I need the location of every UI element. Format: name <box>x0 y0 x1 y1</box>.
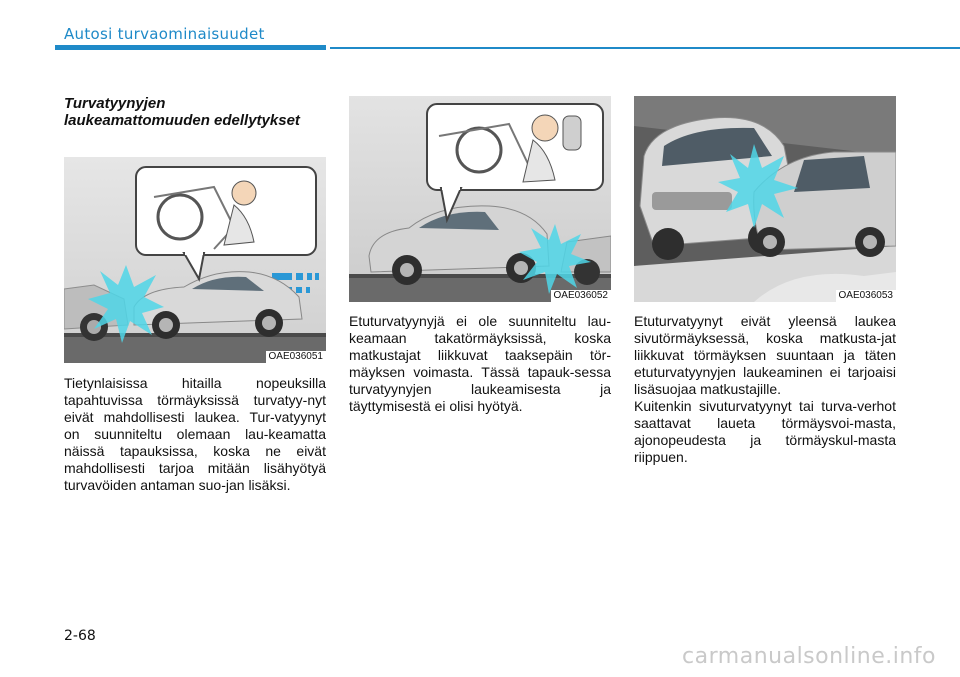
figure-code: OAE036053 <box>836 290 897 302</box>
figure-3 <box>634 96 896 302</box>
car-rear-impact-illustration <box>349 96 611 302</box>
watermark: carmanualsonline.info <box>682 644 936 669</box>
paragraph-col2: Etuturvatyynyjä ei ole suunniteltu lau-keamaan takatörmäyksissä, koska matkustajat liikkuvat taaksepäin tör-mäyksen voimasta. Tässä tapauk-sessa turvatyynyjen laukeamisesta ja täyttymisestä ei olisi hyötyä. <box>349 313 611 414</box>
header-rule-thick <box>55 45 326 50</box>
figure-code: OAE036051 <box>266 351 327 363</box>
paragraph-col3a: Etuturvatyynyt eivät yleensä laukea sivutörmäyksessä, koska matkusta-jat liikkuvat törmäyksen suuntaan ja täten etuturvatyynyjen laukeaminen ei tarjoaisi lisäsuojaa matkustajille. <box>634 313 896 397</box>
figure-2 <box>349 96 611 302</box>
paragraph-col3b: Kuitenkin sivuturvatyynyt tai turva-verhot saattavat laueta törmäysvoi-masta, ajonopeudesta ja törmäyskul-masta riippuen. <box>634 398 896 465</box>
figure-1 <box>64 157 326 363</box>
section-title: Turvatyynyjen laukeamattomuuden edellytykset <box>64 95 300 129</box>
figure-code: OAE036052 <box>551 290 612 302</box>
car-rear-collision-illustration <box>64 157 326 363</box>
paragraph-col1: Tietynlaisissa hitailla nopeuksilla tapahtuvissa törmäyksissä turvatyy-nyt eivät mahdollisesti laukea. Tur-vatyynyt on suunniteltu olemaan lau-keamatta näissä tapauksissa, koska ne eivät mahdollisesti tarjoa mitään lisähyötyä turvavöiden antaman suo-jan lisäksi. <box>64 375 326 493</box>
header-rule-thin <box>330 47 960 49</box>
page-number: 2-68 <box>64 628 96 644</box>
section-header: Autosi turvaominaisuudet <box>64 25 265 43</box>
car-side-collision-illustration <box>634 96 896 302</box>
